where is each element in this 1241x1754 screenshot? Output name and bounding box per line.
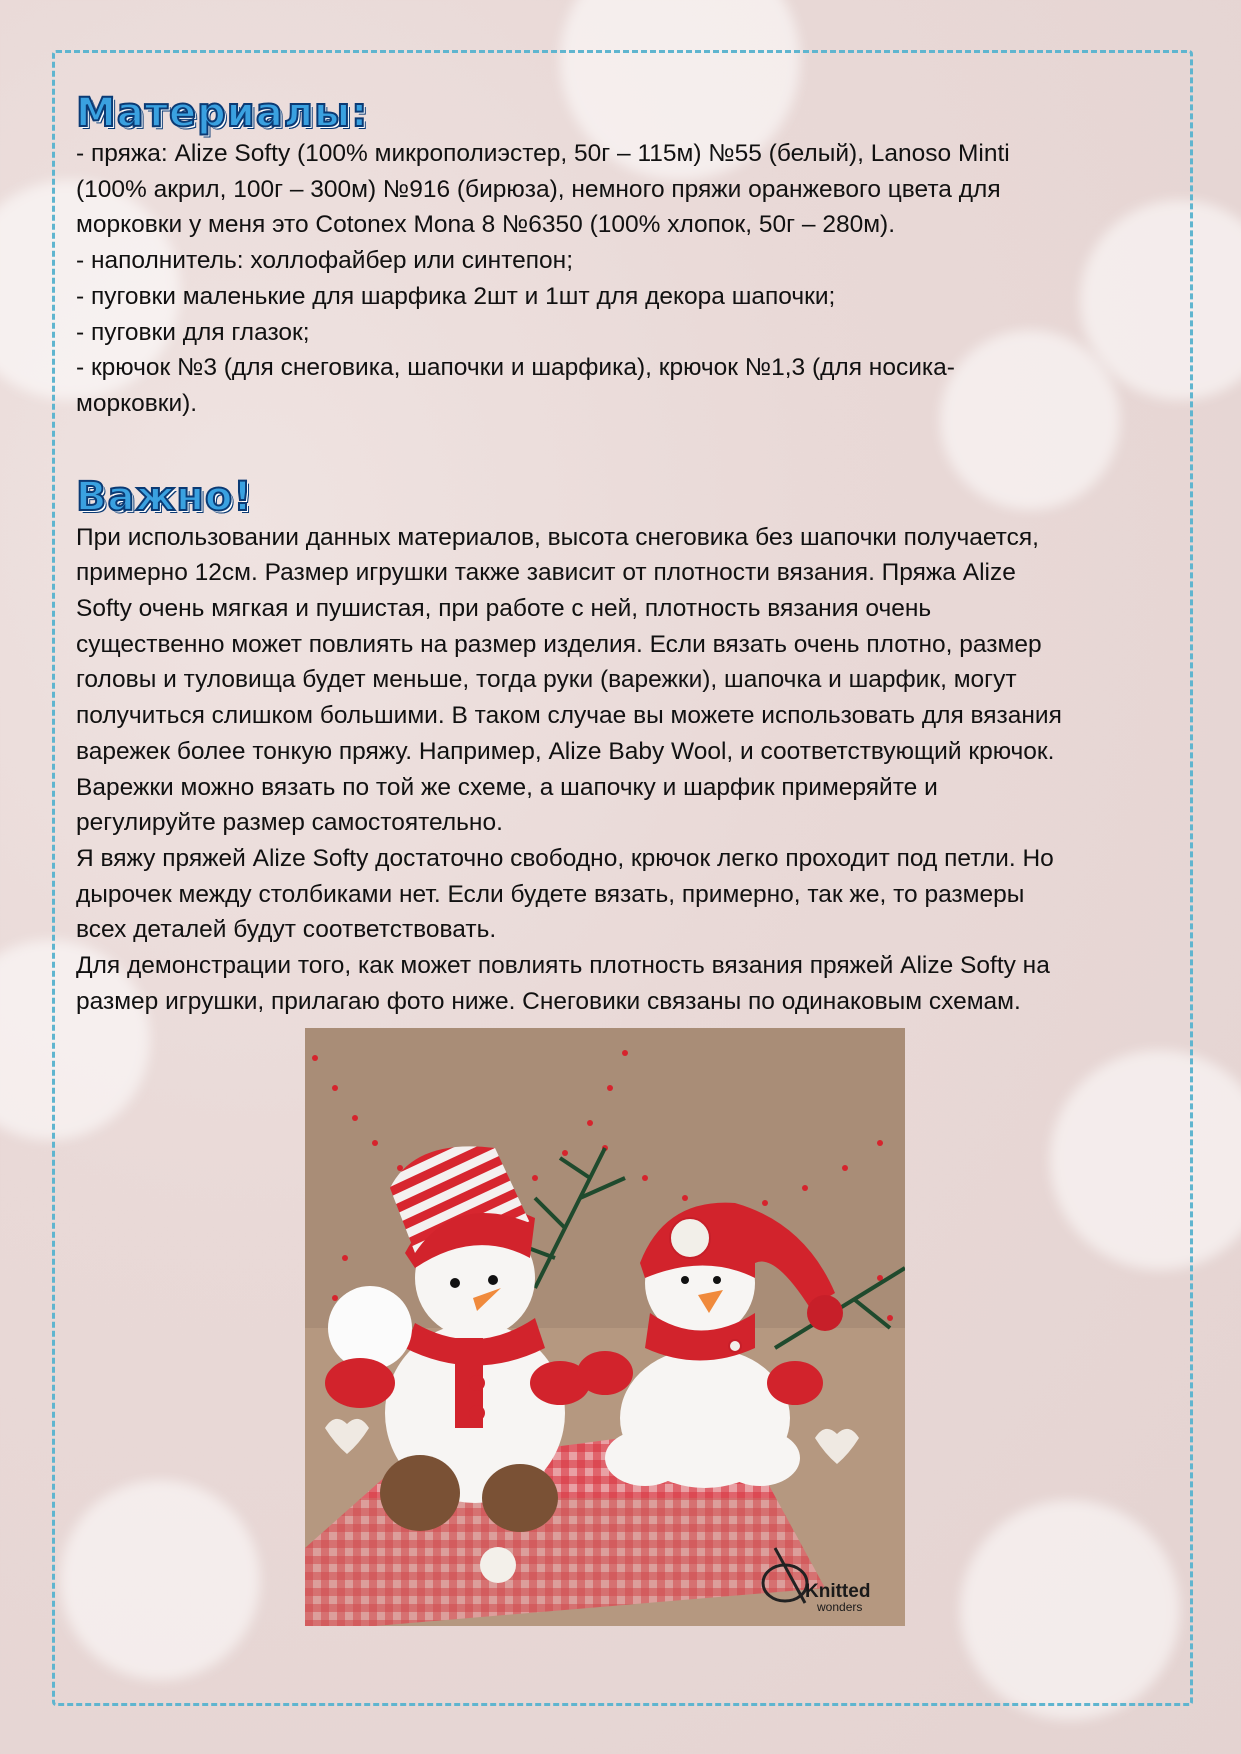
important-line: варежек более тонкую пряжу. Например, Alize Baby Wool, и соответствующий крючок. xyxy=(76,737,1055,765)
important-line: Я вяжу пряжей Alize Softy достаточно свободно, крючок легко проходит под петли. Но xyxy=(76,844,1054,872)
materials-line: - крючок №3 (для снеговика, шапочки и шарфика), крючок №1,3 (для носика- xyxy=(76,354,955,382)
snowmen-photo xyxy=(305,1028,905,1626)
materials-list xyxy=(76,136,1166,422)
important-line: головы и туловища будет меньше, тогда руки (варежки), шапочка и шарфик, могут xyxy=(76,666,1017,694)
watermark-brand xyxy=(805,1582,870,1613)
important-line: Softy очень мягкая и пушистая, при работе с ней, плотность вязания очень xyxy=(76,595,932,623)
materials-line: морковки у меня это Cotonex Mona 8 №6350 (100% хлопок, 50г – 280м). xyxy=(76,211,896,239)
important-line: Варежки можно вязать по той же схеме, а шапочку и шарфик примеряйте и xyxy=(76,773,938,801)
watermark-main-text: Knitted xyxy=(805,1581,871,1602)
materials-line: (100% акрил, 100г – 300м) №916 (бирюза), немного пряжи оранжевого цвета для xyxy=(76,175,1001,203)
important-line: существенно может повлиять на размер изделия. Если вязать очень плотно, размер xyxy=(76,630,1042,658)
important-line: примерно 12см. Размер игрушки также зависит от плотности вязания. Пряжа Alize xyxy=(76,559,1016,587)
important-line: дырочек между столбиками нет. Если будете вязать, примерно, так же, то размеры xyxy=(76,880,1025,908)
important-heading: Важно! xyxy=(76,473,253,520)
important-text xyxy=(76,520,1166,1020)
important-line: При использовании данных материалов, высота снеговика без шапочки получается, xyxy=(76,523,1039,551)
watermark-sub-text: wonders xyxy=(817,1600,863,1614)
important-line: всех деталей будут соответствовать. xyxy=(76,916,497,944)
materials-line: морковки). xyxy=(76,389,198,417)
materials-line: - пуговки для глазок; xyxy=(76,318,310,346)
materials-line: - пряжа: Alize Softy (100% микрополиэстер, 50г – 115м) №55 (белый), Lanoso Minti xyxy=(76,140,1010,167)
snowmen-illustration xyxy=(305,1028,905,1626)
important-line: регулируйте размер самостоятельно. xyxy=(76,809,503,837)
snowflake-decoration xyxy=(480,1547,516,1583)
materials-line: - пуговки маленькие для шарфика 2шт и 1шт для декора шапочки; xyxy=(76,282,836,310)
materials-line: - наполнитель: холлофайбер или синтепон; xyxy=(76,247,573,275)
important-line: размер игрушки, прилагаю фото ниже. Снеговики связаны по одинаковым схемам. xyxy=(76,987,1021,1015)
important-line: Для демонстрации того, как может повлиять плотность вязания пряжей Alize Softy на xyxy=(76,952,1050,980)
page-content xyxy=(76,90,1166,1019)
materials-heading: Материалы: xyxy=(76,90,369,136)
important-line: получиться слишком большими. В таком случае вы можете использовать для вязания xyxy=(76,702,1062,730)
